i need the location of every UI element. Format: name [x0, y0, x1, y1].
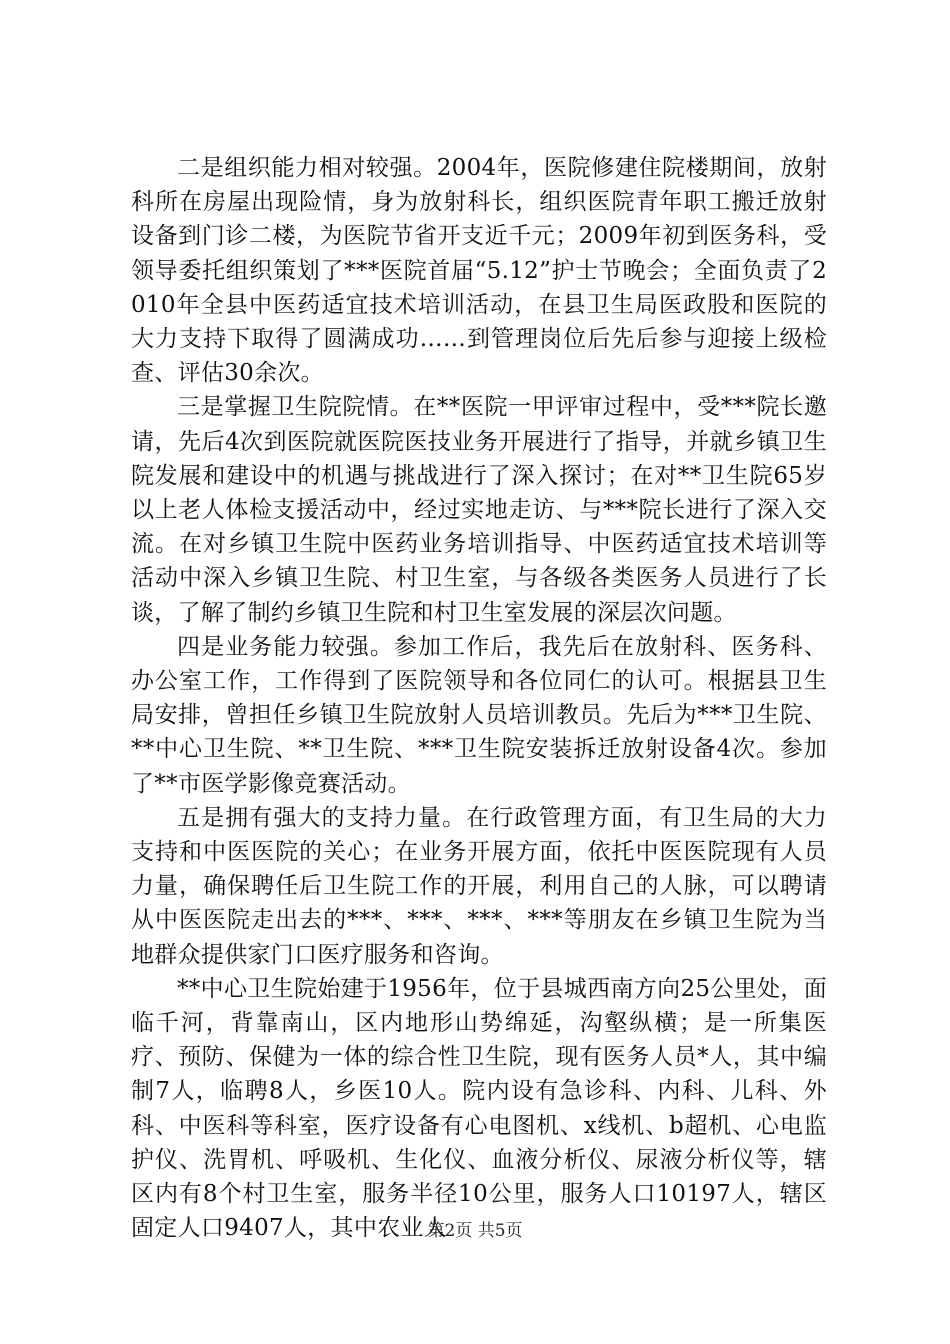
paragraph-hospital-knowledge: 三是掌握卫生院院情。在**医院一甲评审过程中，受***院长邀请，先后4次到医院就医院医技业务开展进行了指导，并就乡镇卫生院发展和建设中的机遇与挑战进行了深入探讨；在对**卫生院65岁以上老人体检支援活动中，经过实地走访、与***院长进行了深入交流。在对乡镇卫生院中医药业务培训指导、中医药适宜技术培训等活动中深入乡镇卫生院、村卫生室，与各级各类医务人员进行了长谈，了解了制约乡镇卫生院和村卫生室发展的深层次问题。: [131, 394, 827, 626]
document-body: [131, 151, 827, 1246]
paragraph-business-ability: 四是业务能力较强。参加工作后，我先后在放射科、医务科、办公室工作，工作得到了医院领导和各位同仁的认可。根据县卫生局安排，曾担任乡镇卫生院放射人员培训教员。先后为***卫生院、**中心卫生院、**卫生院、***卫生院安装拆迁放射设备4次。参加了**市医学影像竞赛活动。: [131, 633, 827, 797]
paragraph-support-strength: 五是拥有强大的支持力量。在行政管理方面，有卫生局的大力支持和中医医院的关心；在业务开展方面，依托中医医院现有人员力量，确保聘任后卫生院工作的开展，利用自己的人脉，可以聘请从中医医院走出去的***、***、***、***等朋友在乡镇卫生院为当地群众提供家门口医疗服务和咨询。: [131, 804, 827, 968]
paragraph-organizational-ability: 二是组织能力相对较强。2004年，医院修建住院楼期间，放射科所在房屋出现险情，身为放射科长，组织医院青年职工搬迁放射设备到门诊二楼，为医院节省开支近千元；2009年初到医务科，受领导委托组织策划了***医院首届“5.12”护士节晚会；全面负责了2010年全县中医药适宜技术培训活动，在县卫生局医政股和医院的大力支持下取得了圆满成功……到管理岗位后先后参与迎接上级检查、评估30余次。: [131, 155, 827, 387]
page-number-footer: 第2页 共5页: [427, 1221, 523, 1241]
paragraph-health-center-overview: **中心卫生院始建于1956年，位于县城西南方向25公里处，面临千河，背靠南山，区内地形山势绵延，沟壑纵横；是一所集医疗、预防、保健为一体的综合性卫生院，现有医务人员*人，其中编制7人，临聘8人，乡医10人。院内设有急诊科、内科、儿科、外科、中医科等科室，医疗设备有心电图机、x线机、b超机、心电监护仪、洗胃机、呼吸机、生化仪、血液分析仪、尿液分析仪等，辖区内有8个村卫生室，服务半径10公里，服务人口10197人，辖区固定人口9407人，其中农业人: [131, 975, 827, 1242]
